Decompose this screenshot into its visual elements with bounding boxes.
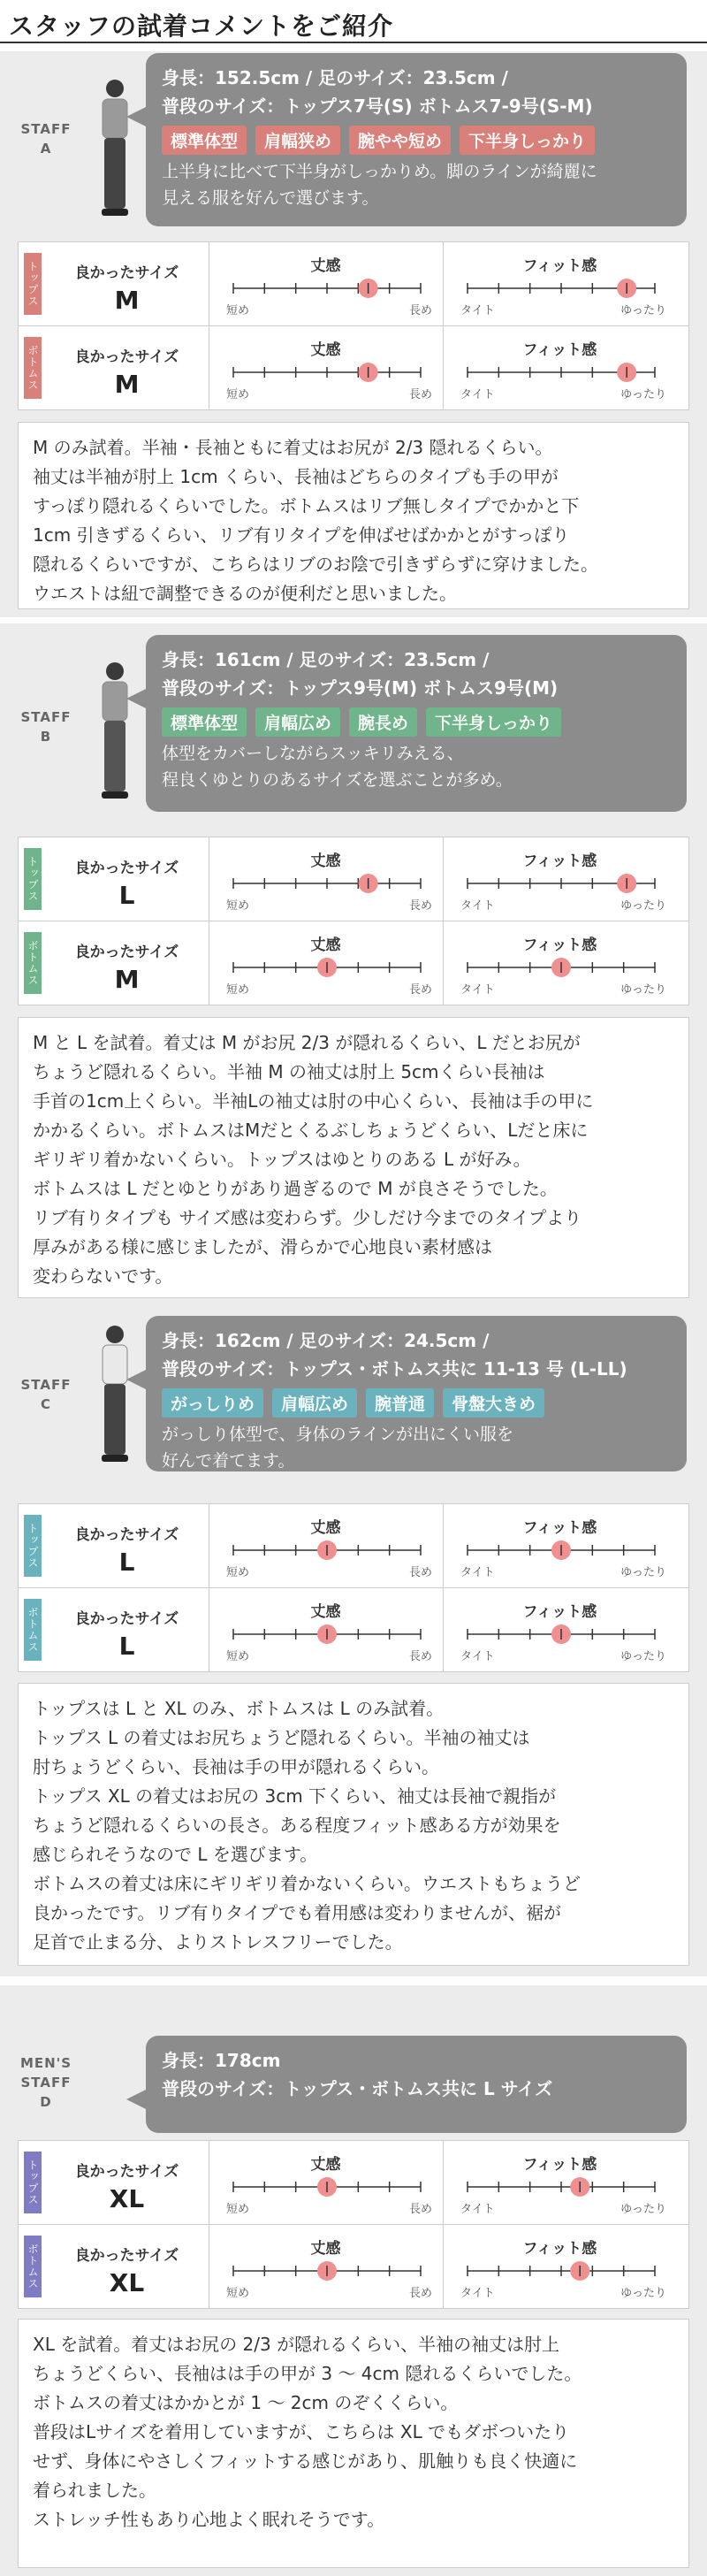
page-title: スタッフの試着コメントをご紹介 [9, 11, 394, 41]
size-label: 良かったサイズ [74, 860, 179, 877]
size-label: 良かったサイズ [74, 348, 179, 366]
length-scale [209, 1504, 444, 1587]
comment-line: ボトムスは L だとゆとりがあり過ぎるので M が良さそうでした。 [33, 1178, 558, 1199]
fit-title: フィット感 [522, 2240, 597, 2258]
size-value: XL [109, 2184, 145, 2213]
fit-slider [443, 360, 677, 386]
scale-right-label: ゆったり [620, 1566, 666, 1579]
profile-description: 見える服を好んで選びます。 [162, 188, 379, 208]
length-slider [209, 2175, 443, 2201]
scale-right-label: 長め [408, 2287, 432, 2300]
fit-row [19, 2141, 688, 2225]
comment-line: 隠れるくらいですが、こちらはリブのお陰で引きずらずに穿けました。 [33, 554, 598, 575]
fit-slider [443, 955, 677, 982]
comment-line: 良かったです。リブ有りタイプでも着用感は変わりませんが、裾が [33, 1902, 561, 1923]
category-label: トップス [24, 1515, 42, 1577]
fitting-comment [18, 1683, 689, 1966]
category-label: ボトムス [24, 1599, 42, 1661]
scale-left-label: 短め [226, 2287, 250, 2300]
fit-table [18, 241, 689, 410]
scale-left-label: 短め [226, 1650, 250, 1663]
staff-photo [84, 76, 146, 226]
scale-left-label: タイト [460, 899, 495, 913]
comment-line: せず、身体にやさしくフィットする感じがあり、肌触りも良く快適に [33, 2450, 578, 2472]
comment-line: トップス XL の着丈はお尻の 3cm 下くらい、袖丈は長袖で親指が [33, 1785, 557, 1807]
size-value: M [114, 965, 140, 994]
length-scale [209, 1588, 444, 1671]
comment-line: すっぽり隠れるくらいでした。ボトムスはリブ無しタイプでかかと下 [33, 495, 580, 516]
photo-shape [103, 1345, 127, 1384]
fit-title: フィット感 [522, 852, 597, 870]
category-label: トップス [24, 253, 42, 315]
scale-left-label: タイト [460, 1566, 495, 1579]
scale-right-label: ゆったり [620, 2203, 666, 2216]
scale-left-label: タイト [460, 2203, 495, 2216]
photo-shape [102, 791, 128, 799]
body-type-tag: 肩幅狭め [255, 126, 340, 155]
length-title: 丈感 [310, 936, 341, 954]
staff-label [19, 707, 72, 746]
category-label: ボトムス [24, 932, 42, 994]
fit-scale [443, 326, 677, 409]
photo-shape [106, 1326, 124, 1343]
category-label: トップス [24, 848, 42, 910]
size-label: 良かったサイズ [74, 944, 179, 961]
scale-left-label: 短め [226, 388, 250, 401]
size-label: 良かったサイズ [74, 264, 179, 282]
fit-scale [443, 1588, 677, 1671]
comment-line: 厚みがある様に感じましたが、滑らかで心地良い素材感は [33, 1236, 492, 1257]
size-label: 良かったサイズ [74, 1526, 179, 1544]
title-divider [0, 42, 707, 43]
scale-right-label: 長め [408, 304, 432, 317]
comment-line: ウエストは紐で調整できるのが便利だと思いました。 [33, 583, 457, 604]
length-scale [209, 2225, 444, 2308]
body-type-tag: 腕普通 [366, 1388, 434, 1418]
photo-shape [106, 662, 124, 680]
fit-row [19, 2225, 688, 2308]
comment-line: ボトムスの着丈は床にギリギリ着かないくらい。ウエストもちょうど [33, 1873, 581, 1894]
length-slider [209, 871, 443, 898]
scale-left-label: 短め [226, 983, 250, 997]
size-label: 良かったサイズ [74, 1610, 179, 1628]
body-type-tags [162, 126, 671, 155]
photo-shape [103, 682, 127, 721]
size-value: M [114, 370, 140, 399]
length-slider [209, 2259, 443, 2285]
photo-shape [102, 1455, 128, 1462]
staff-label [19, 119, 72, 158]
length-scale [209, 837, 444, 921]
staff-label-line: STAFF [20, 2075, 72, 2091]
body-type-tag: 腕やや短め [349, 126, 451, 155]
comment-line: ちょうどくらい、長袖はは手の甲が 3 ～ 4cm 隠れるくらいでした。 [33, 2363, 582, 2384]
scale-left-label: タイト [460, 1650, 495, 1663]
staff-label [19, 2053, 72, 2112]
profile-stats: 身長：178cm [162, 2050, 281, 2071]
size-value: XL [109, 2268, 145, 2297]
scale-right-label: 長め [408, 1566, 432, 1579]
fit-slider [443, 1622, 677, 1648]
fit-scale [443, 1504, 677, 1587]
staff-label-line: STAFF [20, 121, 72, 137]
length-title: 丈感 [310, 341, 341, 359]
fit-title: フィット感 [522, 257, 597, 275]
fit-row [19, 1588, 688, 1671]
staff-label-line: STAFF [20, 1377, 72, 1393]
fitting-comment [18, 2319, 689, 2568]
scale-right-label: 長め [408, 983, 432, 997]
comment-line: かかるくらい。ボトムスはMだとくるぶしちょうどくらい、Lだと床に [33, 1120, 589, 1141]
size-value: L [118, 1632, 135, 1661]
size-value: L [118, 1548, 135, 1577]
profile-bubble [146, 53, 687, 226]
comment-line: 普段はLサイズを着用していますが、こちらは XL でもダボついたり [33, 2421, 570, 2442]
scale-right-label: ゆったり [620, 304, 666, 317]
fit-row [19, 837, 688, 921]
scale-right-label: ゆったり [620, 899, 666, 913]
staff-photo [84, 1322, 146, 1472]
fitting-comment [18, 422, 689, 609]
comment-line: ちょうど隠れるくらいの長さ。ある程度フィット感ある方が効果を [33, 1815, 561, 1836]
comment-line: ストレッチ性もあり心地よく眠れそうです。 [33, 2509, 385, 2530]
profile-bubble [146, 1316, 687, 1471]
fit-row [19, 1504, 688, 1588]
scale-right-label: ゆったり [620, 388, 666, 401]
body-type-tag: 下半身しっかり [426, 707, 561, 737]
body-type-tags [162, 1388, 671, 1418]
profile-description: 上半身に比べて下半身がしっかりめ。脚のラインが綺麗に [162, 162, 597, 181]
size-label: 良かったサイズ [74, 2163, 179, 2181]
scale-right-label: 長め [408, 899, 432, 913]
scale-right-label: ゆったり [620, 2287, 666, 2300]
profile-description: 程良くゆとりのあるサイズを選ぶことが多め。 [162, 770, 513, 790]
fit-title: フィット感 [522, 1603, 597, 1621]
size-value: L [118, 881, 135, 910]
body-type-tag: 肩幅広め [255, 707, 340, 737]
scale-right-label: 長め [408, 388, 432, 401]
staff-label-line: D [40, 2094, 52, 2110]
photo-shape [104, 1384, 125, 1455]
comment-line: トップスは L と XL のみ、ボトムスは L のみ試着。 [33, 1698, 445, 1719]
fit-title: フィット感 [522, 341, 597, 359]
scale-left-label: 短め [226, 1566, 250, 1579]
comment-line: ちょうど隠れるくらい。半袖 M の袖丈は肘上 5cmくらい長袖は [33, 1061, 545, 1082]
length-title: 丈感 [310, 852, 341, 870]
comment-line: 肘ちょうどくらい、長袖は手の甲が隠れるくらい。 [33, 1756, 439, 1777]
body-type-tag: 腕長め [349, 707, 417, 737]
fit-scale [443, 921, 677, 1005]
profile-description: 体型をカバーしながらスッキリみえる、 [162, 744, 464, 763]
comment-line: ボトムスの着丈はかかとが 1 ～ 2cm のぞくくらい。 [33, 2392, 459, 2413]
size-value: M [114, 286, 140, 315]
photo-shape [103, 99, 127, 138]
profile-stats: 身長：161cm / 足のサイズ：23.5cm / [162, 649, 490, 670]
scale-left-label: 短め [226, 304, 250, 317]
size-cell [45, 2141, 209, 2224]
photo-shape [104, 138, 125, 209]
fit-slider [443, 1538, 677, 1564]
comment-line: 1cm 引きずるくらい、リブ有リタイプを伸ばせばかかとがすっぽり [33, 524, 570, 546]
profile-usual-size: 普段のサイズ：トップス・ボトムス共に 11-13 号 (L-LL) [162, 1358, 627, 1380]
comment-line: 感じられそうなので L を選びます。 [33, 1844, 318, 1865]
comment-line: 着られました。 [33, 2480, 156, 2501]
length-scale [209, 242, 444, 325]
comment-line: 足首で止まる分、よりストレスフリーでした。 [33, 1931, 403, 1953]
profile-description: 好んで着てます。 [162, 1451, 295, 1471]
fit-row [19, 921, 688, 1005]
fit-row [19, 242, 688, 326]
staff-label-line: STAFF [20, 709, 72, 725]
body-type-tag: 標準体型 [162, 707, 247, 737]
scale-right-label: 長め [408, 1650, 432, 1663]
comment-line: トップス L の着丈はお尻ちょうど隠れるくらい。半袖の袖丈は [33, 1727, 530, 1748]
length-scale [209, 2141, 444, 2224]
fit-title: フィット感 [522, 1519, 597, 1537]
profile-bubble [146, 2036, 687, 2133]
body-type-tags [162, 707, 671, 737]
comment-line: XL を試着。着丈はお尻の 2/3 が隠れるくらい、半袖の袖丈は肘上 [33, 2334, 560, 2355]
fit-title: フィット感 [522, 936, 597, 954]
body-type-tag: 下半身しっかり [460, 126, 595, 155]
length-slider [209, 360, 443, 386]
length-slider [209, 1538, 443, 1564]
size-label: 良かったサイズ [74, 2247, 179, 2265]
scale-left-label: タイト [460, 2287, 495, 2300]
fit-slider [443, 871, 677, 898]
length-title: 丈感 [310, 2156, 341, 2174]
length-title: 丈感 [310, 257, 341, 275]
category-label: ボトムス [24, 2236, 42, 2297]
scale-right-label: ゆったり [620, 983, 666, 997]
profile-usual-size: 普段のサイズ：トップス9号(M) ボトムス9号(M) [162, 677, 559, 699]
profile-stats: 身長：162cm / 足のサイズ：24.5cm / [162, 1330, 490, 1351]
fit-scale [443, 2141, 677, 2224]
length-title: 丈感 [310, 1603, 341, 1621]
staff-label [19, 1375, 72, 1414]
comment-line: M のみ試着。半袖・長袖ともに着丈はお尻が 2/3 隠れるくらい。 [33, 437, 553, 458]
comment-line: リブ有りタイプも サイズ感は変わらず。少しだけ今までのタイプより [33, 1207, 582, 1228]
staff-photo [84, 659, 146, 809]
scale-left-label: 短め [226, 899, 250, 913]
comment-line: ギリギリ着かないくらい。トップスはゆとりのある L が好み。 [33, 1149, 531, 1170]
category-label: トップス [24, 2152, 42, 2213]
staff-label-line: MEN'S [19, 2055, 72, 2071]
scale-left-label: タイト [460, 983, 495, 997]
body-type-tag: 肩幅広め [272, 1388, 357, 1418]
size-cell [45, 921, 209, 1005]
photo-shape [102, 209, 128, 216]
body-type-tag: 標準体型 [162, 126, 247, 155]
scale-right-label: ゆったり [620, 1650, 666, 1663]
size-cell [45, 837, 209, 921]
body-type-tag: がっしりめ [162, 1388, 263, 1418]
length-slider [209, 955, 443, 982]
staff-label-line: C [40, 1396, 51, 1412]
profile-stats: 身長：152.5cm / 足のサイズ：23.5cm / [162, 67, 508, 88]
fitting-comment [18, 1017, 689, 1298]
profile-usual-size: 普段のサイズ：トップス・ボトムス共に L サイズ [162, 2078, 553, 2099]
comment-line: 変わらないです。 [33, 1265, 173, 1287]
size-cell [45, 326, 209, 409]
fit-table [18, 837, 689, 1005]
length-slider [209, 276, 443, 302]
fit-row [19, 326, 688, 409]
comment-line: 手首の1cm上くらい。半袖Lの袖丈は肘の中心くらい、長袖は手の甲に [33, 1090, 594, 1112]
fit-title: フィット感 [522, 2156, 597, 2174]
fit-slider [443, 2175, 677, 2201]
fit-table [18, 2140, 689, 2309]
length-scale [209, 326, 444, 409]
scale-right-label: 長め [408, 2203, 432, 2216]
category-label: ボトムス [24, 337, 42, 399]
body-type-tag: 骨盤大きめ [443, 1388, 544, 1418]
size-cell [45, 2225, 209, 2308]
length-title: 丈感 [310, 2240, 341, 2258]
photo-shape [106, 80, 124, 97]
scale-left-label: タイト [460, 388, 495, 401]
fit-scale [443, 242, 677, 325]
staff-label-line: B [40, 729, 52, 745]
fit-slider [443, 2259, 677, 2285]
length-slider [209, 1622, 443, 1648]
profile-bubble [146, 635, 687, 812]
fit-slider [443, 276, 677, 302]
size-cell [45, 1588, 209, 1671]
scale-left-label: タイト [460, 304, 495, 317]
size-cell [45, 242, 209, 325]
photo-shape [104, 721, 125, 791]
fit-scale [443, 2225, 677, 2308]
comment-line: 袖丈は半袖が肘上 1cm くらい、長袖はどちらのタイプも手の甲が [33, 466, 559, 487]
scale-left-label: 短め [226, 2203, 250, 2216]
fit-table [18, 1503, 689, 1672]
staff-label-line: A [40, 141, 52, 157]
size-cell [45, 1504, 209, 1587]
comment-line: M と L を試着。着丈は M がお尻 2/3 が隠れるくらい、L だとお尻が [33, 1032, 581, 1053]
fit-scale [443, 837, 677, 921]
length-title: 丈感 [310, 1519, 341, 1537]
profile-usual-size: 普段のサイズ：トップス7号(S) ボトムス7-9号(S-M) [162, 96, 593, 117]
profile-description: がっしり体型で、身体のラインが出にくい服を [162, 1425, 514, 1444]
length-scale [209, 921, 444, 1005]
